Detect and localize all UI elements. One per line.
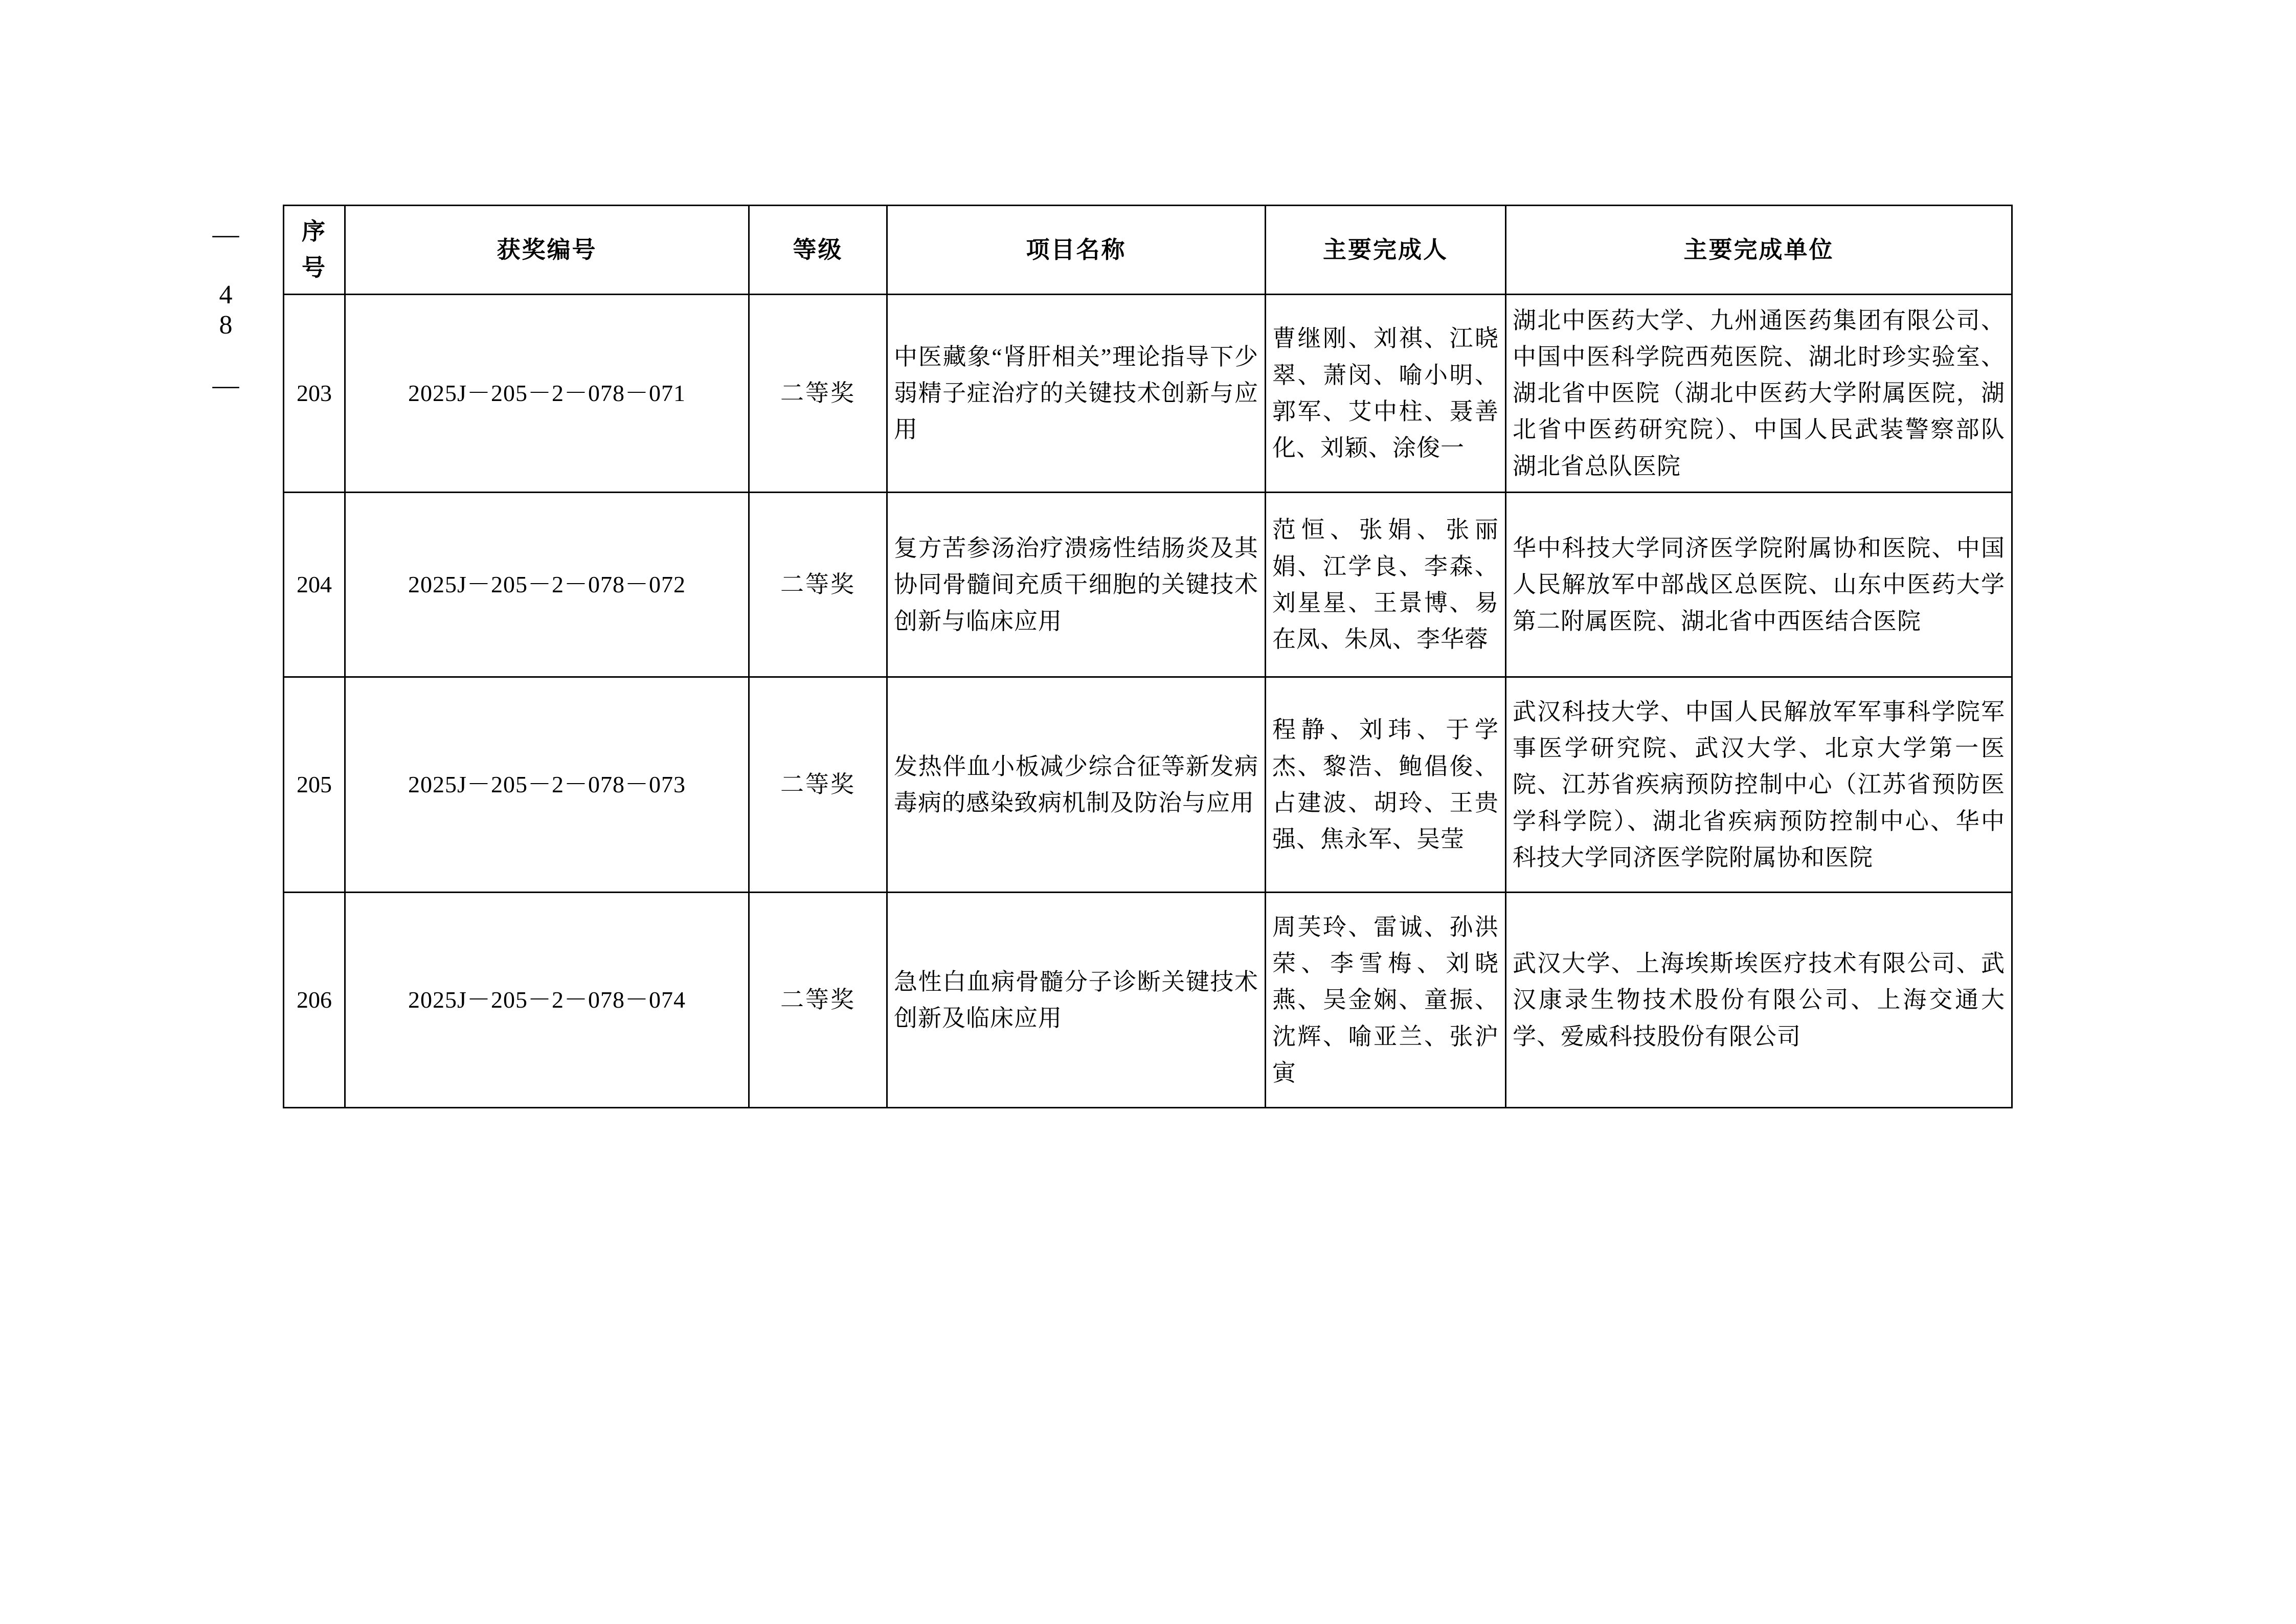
column-header-award-code: 获奖编号 — [345, 206, 749, 295]
column-header-grade: 等级 — [749, 206, 887, 295]
cell-grade: 二等奖 — [749, 893, 887, 1108]
award-table — [283, 205, 2013, 1108]
table-header-row — [284, 206, 2012, 295]
cell-seq: 206 — [284, 893, 345, 1108]
cell-project-name: 发热伴血小板减少综合征等新发病毒病的感染致病机制及防治与应用 — [887, 677, 1266, 893]
cell-award-code: 2025J－205－2－078－071 — [345, 294, 749, 492]
cell-award-code: 2025J－205－2－078－074 — [345, 893, 749, 1108]
table-header — [284, 206, 2012, 295]
cell-grade: 二等奖 — [749, 294, 887, 492]
cell-seq: 203 — [284, 294, 345, 492]
cell-project-name: 急性白血病骨髓分子诊断关键技术创新及临床应用 — [887, 893, 1266, 1108]
page-number-marker: — 48 — — [211, 220, 240, 401]
table-row — [284, 493, 2012, 677]
cell-main-organizations: 武汉大学、上海埃斯埃医疗技术有限公司、武汉康录生物技术股份有限公司、上海交通大学、爱威科技股份有限公司 — [1506, 893, 2012, 1108]
column-header-project-name: 项目名称 — [887, 206, 1266, 295]
cell-main-organizations: 武汉科技大学、中国人民解放军军事科学院军事医学研究院、武汉大学、北京大学第一医院、江苏省疾病预防控制中心（江苏省预防医学科学院）、湖北省疾病预防控制中心、华中科技大学同济医学院附属协和医院 — [1506, 677, 2012, 893]
cell-grade: 二等奖 — [749, 493, 887, 677]
cell-main-organizations: 湖北中医药大学、九州通医药集团有限公司、中国中医科学院西苑医院、湖北时珍实验室、湖北省中医院（湖北中医药大学附属医院，湖北省中医药研究院）、中国人民武装警察部队湖北省总队医院 — [1506, 294, 2012, 492]
cell-main-contributors: 范恒、张娟、张丽娟、江学良、李森、刘星星、王景博、易在凤、朱凤、李华蓉 — [1266, 493, 1506, 677]
cell-main-organizations: 华中科技大学同济医学院附属协和医院、中国人民解放军中部战区总医院、山东中医药大学第二附属医院、湖北省中西医结合医院 — [1506, 493, 2012, 677]
cell-project-name: 中医藏象“肾肝相关”理论指导下少弱精子症治疗的关键技术创新与应用 — [887, 294, 1266, 492]
table-body — [284, 294, 2012, 1107]
cell-seq: 204 — [284, 493, 345, 677]
column-header-main-contributors: 主要完成人 — [1266, 206, 1506, 295]
cell-main-contributors: 周芙玲、雷诚、孙洪荣、李雪梅、刘晓燕、吴金娴、童振、沈辉、喻亚兰、张沪寅 — [1266, 893, 1506, 1108]
table-row — [284, 893, 2012, 1108]
cell-main-contributors: 程静、刘玮、于学杰、黎浩、鲍倡俊、占建波、胡玲、王贵强、焦永军、吴莹 — [1266, 677, 1506, 893]
cell-project-name: 复方苦参汤治疗溃疡性结肠炎及其协同骨髓间充质干细胞的关键技术创新与临床应用 — [887, 493, 1266, 677]
table-row — [284, 294, 2012, 492]
cell-main-contributors: 曹继刚、刘祺、江晓翠、萧闵、喻小明、郭军、艾中柱、聂善化、刘颖、涂俊一 — [1266, 294, 1506, 492]
column-header-seq: 序号 — [284, 206, 345, 295]
cell-award-code: 2025J－205－2－078－073 — [345, 677, 749, 893]
cell-grade: 二等奖 — [749, 677, 887, 893]
table-row — [284, 677, 2012, 893]
column-header-main-organizations: 主要完成单位 — [1506, 206, 2012, 295]
cell-seq: 205 — [284, 677, 345, 893]
cell-award-code: 2025J－205－2－078－072 — [345, 493, 749, 677]
award-table-container — [283, 205, 2011, 1108]
